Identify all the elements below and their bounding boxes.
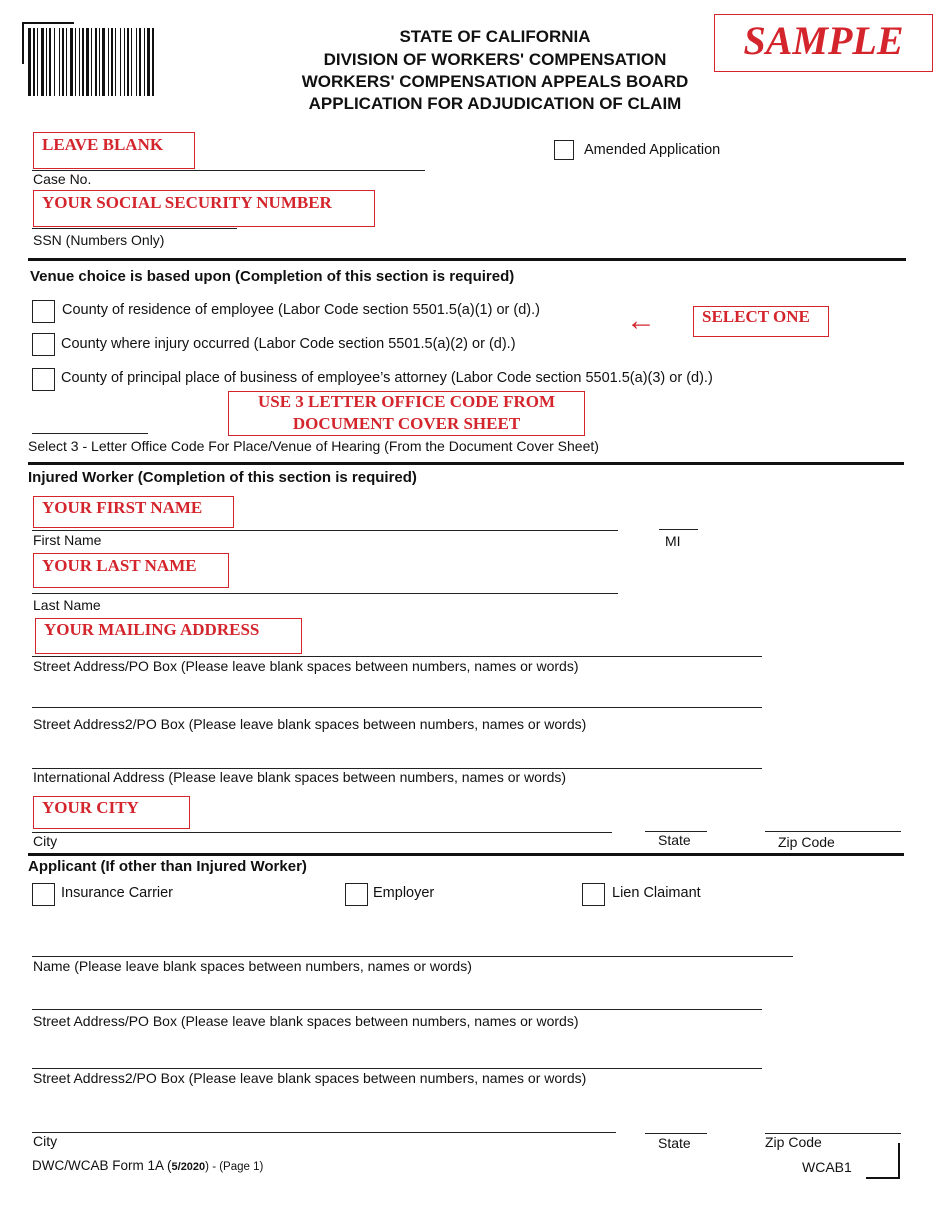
applicant-zip-label: Zip Code (765, 1134, 822, 1150)
barcode-bar (79, 28, 80, 96)
applicant-name-label: Name (Please leave blank spaces between numbers, names or words) (33, 958, 472, 974)
applicant-state-field[interactable] (645, 1133, 707, 1134)
worker-zip-field[interactable] (765, 831, 901, 832)
first-name-field[interactable] (32, 530, 618, 531)
annotation-city: YOUR CITY (33, 796, 190, 829)
barcode-bar (33, 28, 35, 96)
form-code: WCAB1 (802, 1159, 852, 1175)
section-divider (28, 853, 904, 856)
barcode-bar (41, 28, 44, 96)
header-division: DIVISION OF WORKERS' COMPENSATION (323, 50, 667, 69)
worker-city-label: City (33, 833, 58, 849)
applicant-street2-field[interactable] (32, 1068, 762, 1069)
insurance-carrier-label: Insurance Carrier (61, 885, 174, 901)
barcode-bar (108, 28, 109, 96)
barcode-bar (139, 28, 141, 96)
barcode-bar (102, 28, 105, 96)
barcode-bar (95, 28, 97, 96)
header-state: STATE OF CALIFORNIA (399, 27, 591, 46)
applicant-city-label: City (33, 1133, 58, 1149)
worker-street1-label: Street Address/PO Box (Please leave blank spaces between numbers, names or words) (33, 658, 579, 674)
applicant-city-field[interactable] (32, 1132, 616, 1133)
employer-checkbox[interactable] (345, 883, 368, 906)
lien-claimant-label: Lien Claimant (612, 885, 701, 901)
barcode-bar (127, 28, 129, 96)
barcode-bar (136, 28, 137, 96)
annotation-last-name: YOUR LAST NAME (33, 553, 229, 588)
venue-residence-label: County of residence of employee (Labor Code section 5501.5(a)(1) or (d).) (62, 302, 540, 318)
barcode-bar (111, 28, 113, 96)
barcode-bar (144, 28, 145, 96)
venue-attorney-label: County of principal place of business of employee’s attorney (Labor Code section 5501.5(a)(3) or (d).) (61, 370, 713, 386)
insurance-carrier-checkbox[interactable] (32, 883, 55, 906)
applicant-street1-field[interactable] (32, 1009, 762, 1010)
barcode-bar (147, 28, 150, 96)
venue-residence-checkbox[interactable] (32, 300, 55, 323)
barcode-bar (70, 28, 73, 96)
barcode-bar (124, 28, 125, 96)
barcode-bar (62, 28, 64, 96)
office-code-label: Select 3 - Letter Office Code For Place/Venue of Hearing (From the Document Cover Sheet) (28, 438, 599, 454)
barcode-bar (115, 28, 116, 96)
worker-heading: Injured Worker (Completion of this section is required) (28, 469, 417, 486)
barcode-bar (37, 28, 38, 96)
annotation-mailing-address: YOUR MAILING ADDRESS (35, 618, 302, 654)
applicant-street2-label: Street Address2/PO Box (Please leave blank spaces between numbers, names or words) (33, 1070, 587, 1086)
annotation-ssn: YOUR SOCIAL SECURITY NUMBER (33, 190, 375, 227)
form-id (32, 1158, 263, 1173)
last-name-field[interactable] (32, 593, 618, 594)
employer-label: Employer (373, 885, 435, 901)
barcode-bar (131, 28, 132, 96)
barcode-bar (46, 28, 47, 96)
applicant-street1-label: Street Address/PO Box (Please leave blank spaces between numbers, names or words) (33, 1013, 579, 1029)
barcode-bar (66, 28, 67, 96)
section-divider (28, 462, 904, 465)
sample-stamp-text: SAMPLE (743, 18, 904, 63)
form-id-page: ) - (Page 1) (205, 1161, 264, 1173)
annotation-select-one: SELECT ONE (693, 306, 829, 337)
form-id-main: DWC/WCAB Form 1A ( (32, 1158, 172, 1173)
first-name-label: First Name (33, 532, 102, 548)
last-name-label: Last Name (33, 597, 101, 613)
applicant-heading: Applicant (If other than Injured Worker) (28, 858, 307, 875)
barcode-bar (59, 28, 60, 96)
worker-street2-field[interactable] (32, 707, 762, 708)
ssn-label: SSN (Numbers Only) (33, 232, 165, 248)
venue-injury-checkbox[interactable] (32, 333, 55, 356)
worker-intl-label: International Address (Please leave blank spaces between numbers, names or words) (33, 769, 567, 785)
worker-street1-field[interactable] (32, 656, 762, 657)
annotation-first-name: YOUR FIRST NAME (33, 496, 234, 528)
barcode-bar (91, 28, 92, 96)
lien-claimant-checkbox[interactable] (582, 883, 605, 906)
ssn-field[interactable] (32, 228, 237, 229)
applicant-state-label: State (658, 1135, 691, 1151)
venue-attorney-checkbox[interactable] (32, 368, 55, 391)
annotation-office-code-line1: USE 3 LETTER OFFICE CODE FROM (257, 392, 556, 411)
mi-field[interactable] (659, 529, 698, 530)
form-id-date: 5/2020 (171, 1161, 206, 1173)
barcode-bar (75, 28, 76, 96)
barcode-bar (82, 28, 84, 96)
barcode-bar (99, 28, 100, 96)
venue-injury-label: County where injury occurred (Labor Code section 5501.5(a)(2) or (d).) (61, 336, 516, 352)
annotation-leave-blank: LEAVE BLANK (33, 132, 195, 169)
annotation-office-code-line2: DOCUMENT COVER SHEET (292, 414, 521, 433)
barcode-bar (28, 28, 31, 96)
footer-corner-mark (866, 1143, 900, 1179)
sample-stamp (714, 14, 933, 72)
barcode-bar (86, 28, 89, 96)
arrow-icon: ← (626, 304, 656, 337)
venue-heading: Venue choice is based upon (Completion of this section is required) (30, 268, 515, 285)
case-no-label: Case No. (33, 171, 92, 187)
barcode-bar (49, 28, 51, 96)
amended-application-label: Amended Application (584, 142, 721, 158)
header-form-title: APPLICATION FOR ADJUDICATION OF CLAIM (308, 94, 682, 113)
header-board: WORKERS' COMPENSATION APPEALS BOARD (301, 72, 689, 91)
barcode (28, 28, 248, 98)
barcode-bar (120, 28, 121, 96)
annotation-office-code (228, 391, 585, 436)
worker-zip-label: Zip Code (778, 834, 835, 850)
worker-street2-label: Street Address2/PO Box (Please leave blank spaces between numbers, names or words) (33, 716, 587, 732)
barcode-bar (54, 28, 55, 96)
worker-city-field[interactable] (32, 832, 612, 833)
worker-state-label: State (658, 832, 691, 848)
applicant-name-field[interactable] (32, 956, 793, 957)
section-divider (28, 258, 906, 261)
amended-application-checkbox[interactable] (554, 140, 574, 160)
barcode-bar (152, 28, 154, 96)
mi-label: MI (665, 533, 681, 549)
office-code-field[interactable] (32, 433, 148, 434)
